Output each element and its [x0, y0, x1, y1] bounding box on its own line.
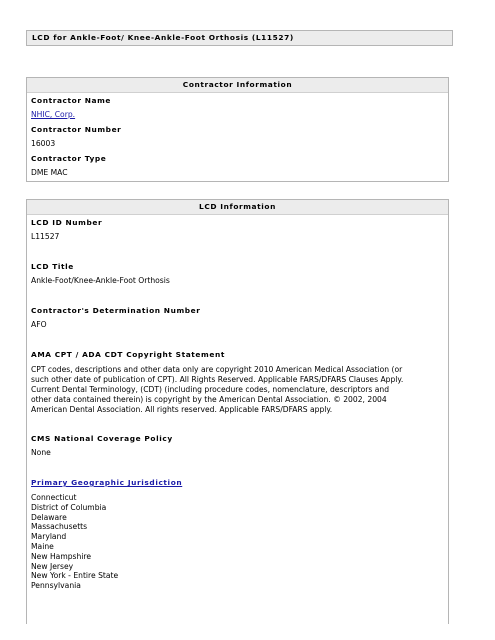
contractor-info-header: Contractor Information — [27, 78, 448, 93]
lcd-title-label: LCD Title — [31, 262, 74, 271]
contractor-name-link[interactable]: NHIC, Corp. — [31, 110, 76, 119]
jurisdiction-list — [31, 493, 118, 591]
determination-value: AFO — [31, 320, 47, 329]
jurisdiction-item: New Jersey — [31, 561, 74, 571]
contractor-type-label: Contractor Type — [31, 154, 107, 163]
copyright-line: such other date of publication of CPT). All Rights Reserved. Applicable FARS/DFARS Clauses Apply. — [31, 375, 404, 384]
determination-label: Contractor's Determination Number — [31, 306, 201, 315]
copyright-line: Current Dental Terminology, (CDT) (including procedure codes, nomenclature, descriptors and — [31, 385, 390, 394]
contractor-number-value: 16003 — [31, 139, 56, 148]
jurisdiction-item: Pennsylvania — [31, 581, 81, 591]
contractor-info-panel — [26, 77, 449, 182]
lcd-info-panel — [26, 199, 449, 624]
copyright-line: American Dental Association. All rights reserved. Applicable FARS/DFARS apply. — [31, 405, 333, 414]
jurisdiction-item: District of Columbia — [31, 502, 107, 512]
jurisdiction-item: New York - Entire State — [31, 571, 119, 581]
copyright-label: AMA CPT / ADA CDT Copyright Statement — [31, 350, 225, 359]
contractor-type-value: DME MAC — [31, 168, 68, 177]
jurisdiction-link[interactable]: Primary Geographic Jurisdiction — [31, 478, 183, 487]
jurisdiction-item: New Hampshire — [31, 551, 92, 561]
lcd-id-label: LCD ID Number — [31, 218, 103, 227]
lcd-title-value: Ankle-Foot/Knee-Ankle-Foot Orthosis — [31, 276, 170, 285]
cms-coverage-label: CMS National Coverage Policy — [31, 434, 173, 443]
jurisdiction-item: Massachusetts — [31, 522, 88, 532]
copyright-text — [31, 365, 443, 415]
jurisdiction-item: Connecticut — [31, 493, 77, 502]
copyright-line: other data contained therein) is copyright by the American Dental Association. © 2002, 2004 — [31, 395, 387, 404]
jurisdiction-item: Maryland — [31, 532, 67, 542]
cms-coverage-value: None — [31, 448, 51, 457]
copyright-line: CPT codes, descriptions and other data only are copyright 2010 American Medical Association (or — [31, 365, 403, 374]
lcd-info-header: LCD Information — [27, 200, 448, 215]
document-title: LCD for Ankle-Foot/ Knee-Ankle-Foot Orthosis (L11527) — [26, 30, 453, 46]
contractor-number-label: Contractor Number — [31, 125, 122, 134]
jurisdiction-item: Maine — [31, 541, 54, 551]
lcd-id-value: L11527 — [31, 232, 60, 241]
contractor-name-label: Contractor Name — [31, 96, 112, 105]
jurisdiction-item: Delaware — [31, 512, 67, 522]
